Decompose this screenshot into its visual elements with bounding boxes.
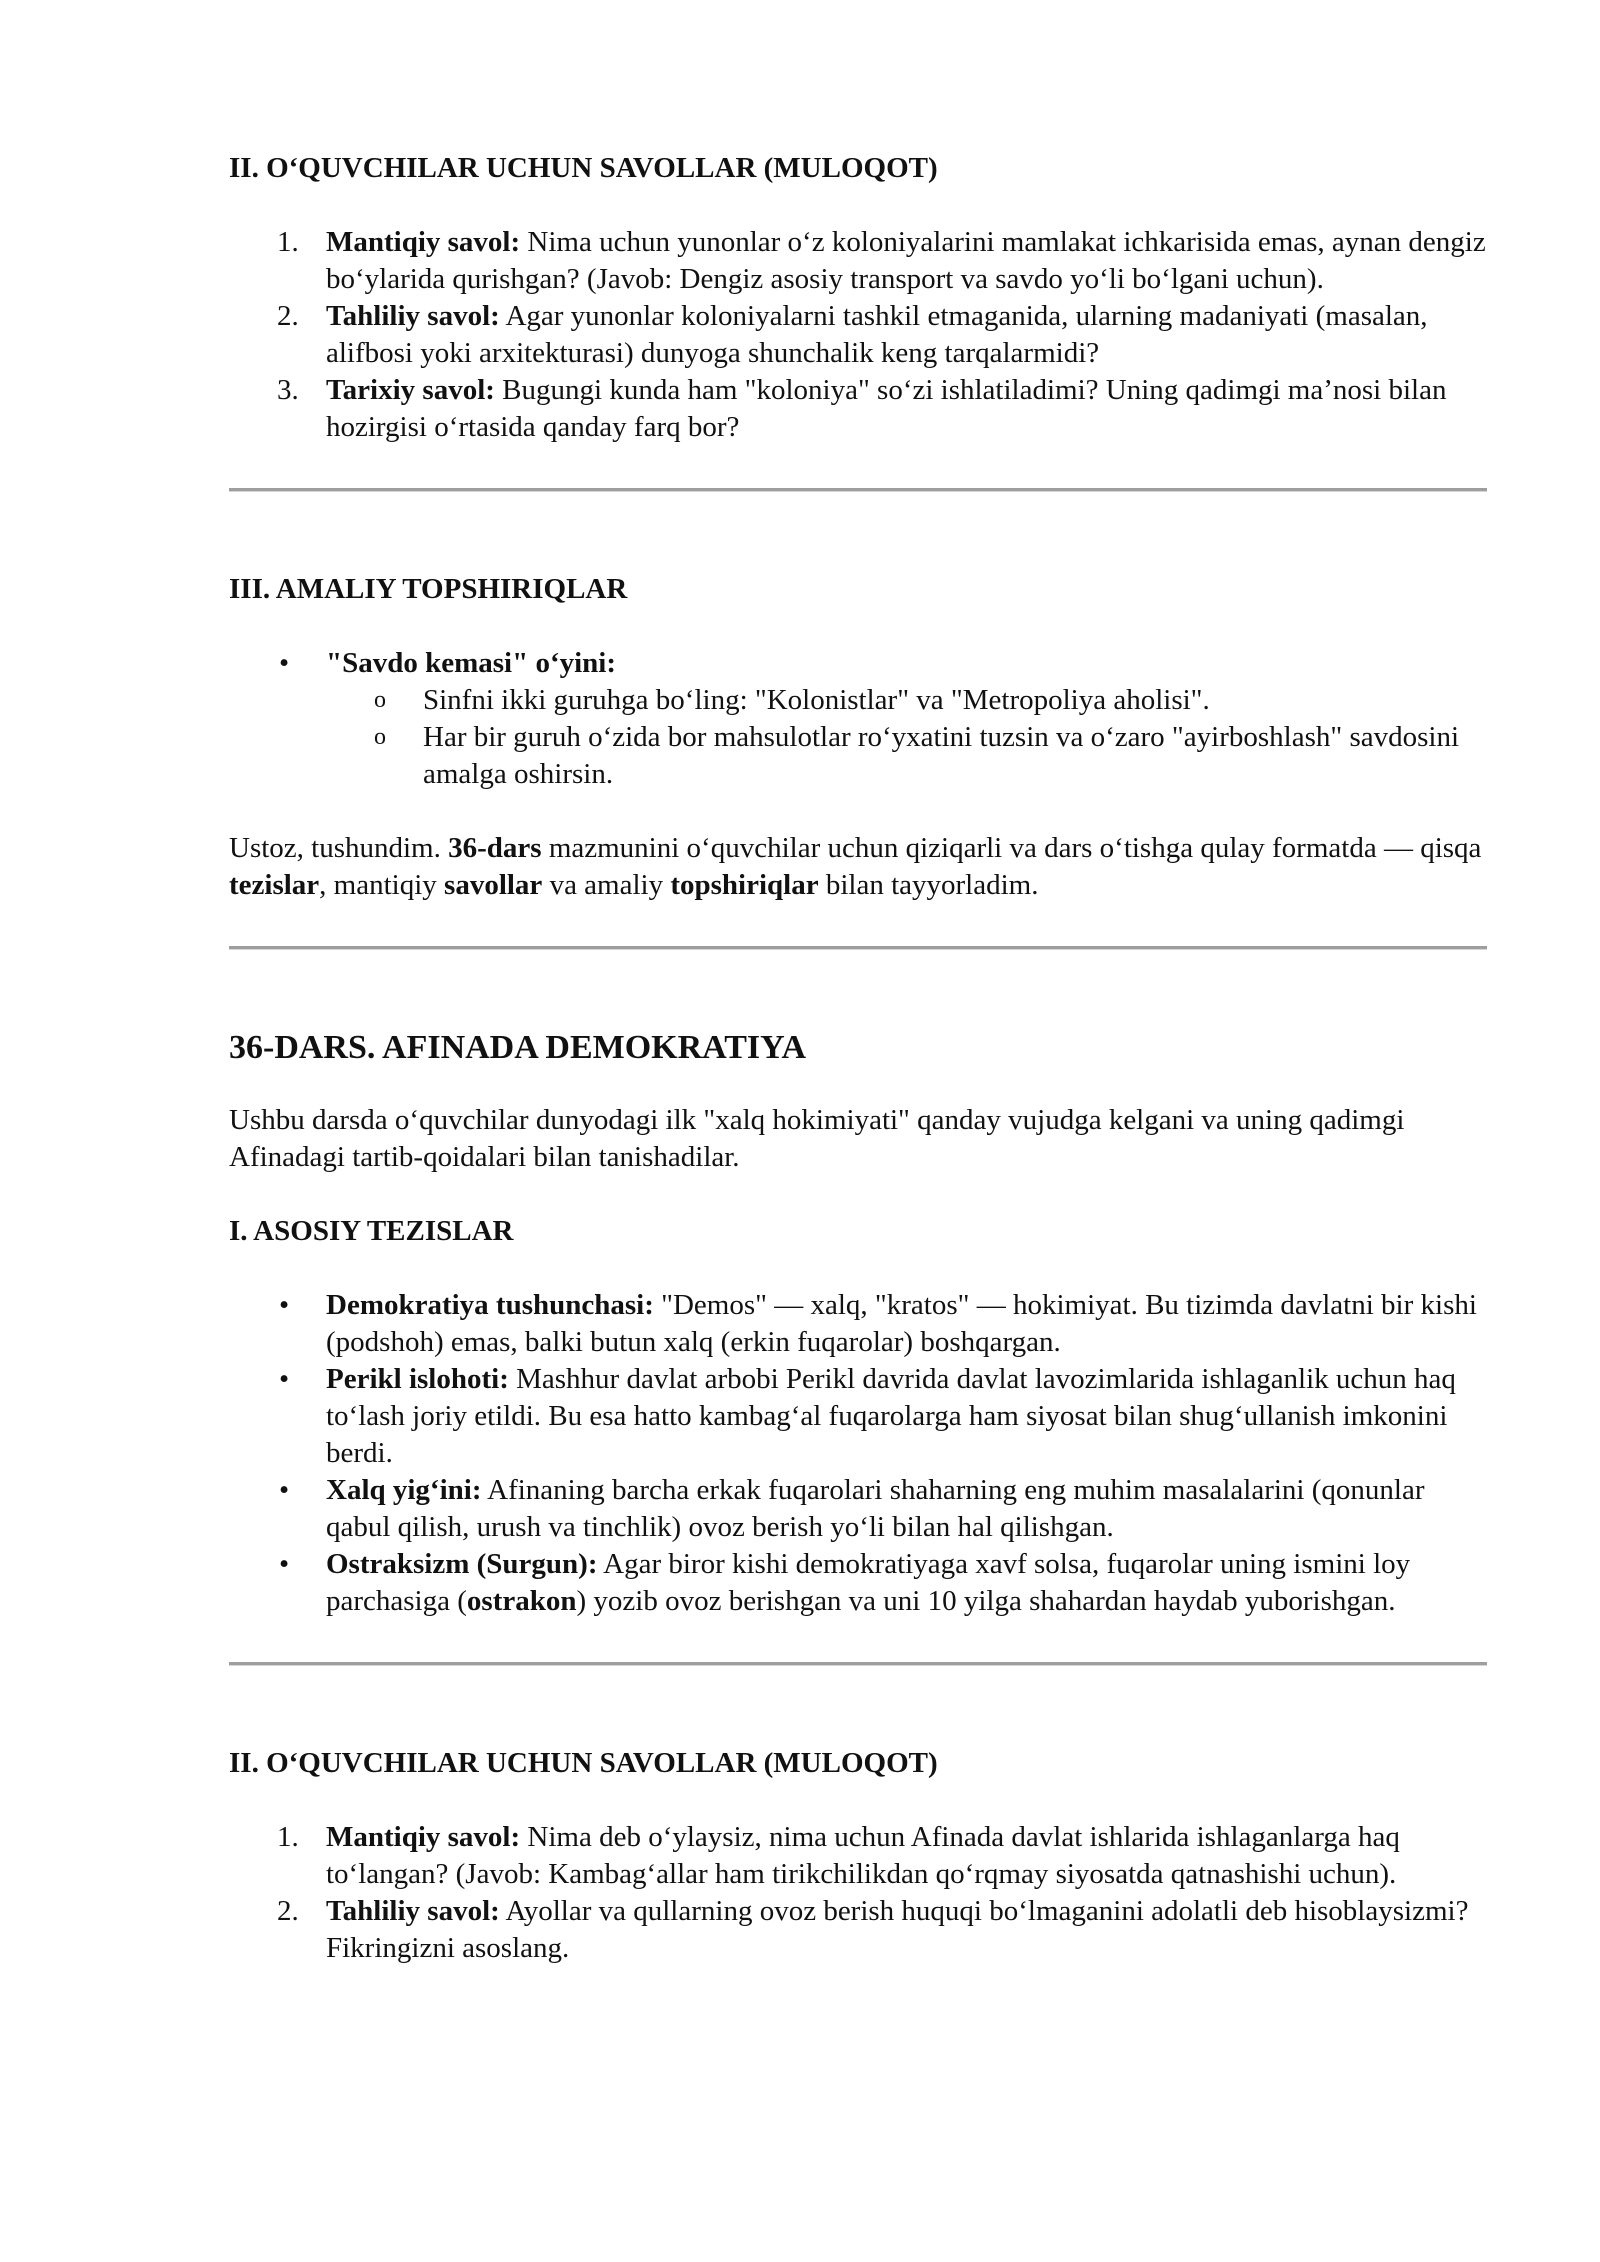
summary-bold: topshiriqlar	[670, 869, 819, 901]
summary-text: va amaliy	[542, 869, 671, 901]
item-label: Tahliliy savol:	[326, 300, 500, 332]
item-text: Har bir guruh o‘zida bor mahsulotlar ro‘yxatini tuzsin va o‘zaro "ayirboshlash" savdosini amalga oshirsin.	[423, 721, 1459, 790]
item-text: Bugungi kunda ham "koloniya" so‘zi ishlatiladimi? Uning qadimgi ma’nosi bilan hozirgisi o‘rtasida qanday farq bor?	[326, 374, 1447, 443]
item-text: Ayollar va qullarning ovoz berish huquqi bo‘lmaganini adolatli deb hisoblaysizmi? Fikringizni asoslang.	[326, 1895, 1469, 1964]
list-item	[229, 1361, 1487, 1472]
summary-bold: savollar	[444, 869, 543, 901]
section-heading-theses: I. ASOSIY TEZISLAR	[229, 1215, 514, 1247]
item-number: 1.	[277, 226, 299, 258]
horizontal-divider	[229, 946, 1487, 949]
list-item	[229, 224, 1487, 298]
list-item	[229, 1893, 1487, 1967]
item-number: 2.	[277, 1895, 299, 1927]
list-item	[229, 1472, 1487, 1546]
item-text: Agar yunonlar koloniyalarni tashkil etmaganida, ularning madaniyati (masalan, alifbosi yoki arxitekturasi) dunyoga shunchalik keng tarqalarmidi?	[326, 300, 1428, 369]
task-list	[229, 645, 1487, 793]
list-item	[229, 1546, 1487, 1620]
summary-paragraph	[229, 830, 1487, 904]
item-text: "Demos" — xalq, "kratos" — hokimiyat. Bu tizimda davlatni bir kishi (podshoh) emas, balki butun xalq (erkin fuqarolar) boshqargan.	[326, 1289, 1477, 1358]
item-number: 3.	[277, 374, 299, 406]
bullet-glyph: •	[279, 1289, 290, 1321]
horizontal-divider	[229, 1662, 1487, 1665]
item-text: Agar biror kishi demokratiyaga xavf solsa, fuqarolar uning ismini loy parchasiga (	[326, 1548, 1411, 1617]
bullet-glyph: •	[279, 647, 290, 679]
item-number: 1.	[277, 1821, 299, 1853]
summary-text: , mantiqiy	[319, 869, 445, 901]
sub-bullet-glyph: o	[374, 687, 386, 713]
section-heading-questions-1: II. O‘QUVCHILAR UCHUN SAVOLLAR (MULOQOT)	[229, 152, 938, 184]
sub-list-item	[229, 719, 1487, 793]
item-text: ) yozib ovoz berishgan va uni 10 yilga shahardan haydab yuborishgan.	[576, 1585, 1396, 1617]
item-label: Mantiqiy savol:	[326, 1821, 521, 1853]
list-item	[229, 372, 1487, 446]
section-heading-tasks: III. AMALIY TOPSHIRIQLAR	[229, 573, 628, 605]
summary-text: Ustoz, tushundim.	[229, 832, 449, 864]
list-item	[229, 1819, 1487, 1893]
item-label: Perikl islohoti:	[326, 1363, 509, 1395]
summary-text: bilan tayyorladim.	[818, 869, 1039, 901]
horizontal-divider	[229, 488, 1487, 491]
item-label: Xalq yig‘ini:	[326, 1474, 482, 1506]
summary-bold: tezislar	[229, 869, 320, 901]
lesson-intro: Ushbu darsda o‘quvchilar dunyodagi ilk "xalq hokimiyati" qanday vujudga kelgani va uning qadimgi Afinadagi tartib-qoidalari bilan tanishadilar.	[229, 1104, 1405, 1173]
list-item	[229, 1287, 1487, 1361]
sub-bullet-glyph: o	[374, 724, 386, 750]
summary-text: mazmunini o‘quvchilar uchun qiziqarli va dars o‘tishga qulay formatda — qisqa	[541, 832, 1482, 864]
item-text: Mashhur davlat arbobi Perikl davrida davlat lavozimlarida ishlaganlik uchun haq to‘lash joriy etildi. Bu esa hatto kambag‘al fuqarolarga ham siyosat bilan shug‘ullanish imkonini berdi.	[326, 1363, 1456, 1469]
section-heading-questions-2: II. O‘QUVCHILAR UCHUN SAVOLLAR (MULOQOT)	[229, 1747, 938, 1779]
item-label: "Savdo kemasi" o‘yini:	[326, 647, 617, 679]
document-page	[229, 150, 1487, 1967]
item-label: Tarixiy savol:	[326, 374, 495, 406]
question-list-2	[229, 1819, 1487, 1967]
item-text: Nima uchun yunonlar o‘z koloniyalarini mamlakat ichkarisida emas, aynan dengiz bo‘ylarida qurishgan? (Javob: Dengiz asosiy transport va savdo yo‘li bo‘lgani uchun).	[326, 226, 1486, 295]
lesson-title: 36-DARS. AFINADA DEMOKRATIYA	[229, 1029, 807, 1066]
theses-list	[229, 1287, 1487, 1620]
item-label: Mantiqiy savol:	[326, 226, 521, 258]
list-item	[229, 298, 1487, 372]
item-label: Ostraksizm (Surgun):	[326, 1548, 598, 1580]
list-item	[229, 645, 1487, 682]
bullet-glyph: •	[279, 1363, 290, 1395]
item-bold-word: ostrakon	[466, 1585, 577, 1617]
item-text: Sinfni ikki guruhga bo‘ling: "Kolonistlar" va "Metropoliya aholisi".	[423, 684, 1210, 716]
item-number: 2.	[277, 300, 299, 332]
item-label: Demokratiya tushunchasi:	[326, 1289, 654, 1321]
item-text: Nima deb o‘ylaysiz, nima uchun Afinada davlat ishlarida ishlaganlarga haq to‘langan? (Javob: Kambag‘allar ham tirikchilikdan qo‘rqmay siyosatda qatnashishi uchun).	[326, 1821, 1400, 1890]
question-list-1	[229, 224, 1487, 446]
item-text: Afinaning barcha erkak fuqarolari shaharning eng muhim masalalarini (qonunlar qabul qilish, urush va tinchlik) ovoz berish yo‘li bilan hal qilishgan.	[326, 1474, 1425, 1543]
bullet-glyph: •	[279, 1474, 290, 1506]
summary-bold: 36-dars	[448, 832, 542, 864]
item-label: Tahliliy savol:	[326, 1895, 500, 1927]
sub-list-item	[229, 682, 1487, 719]
bullet-glyph: •	[279, 1548, 290, 1580]
